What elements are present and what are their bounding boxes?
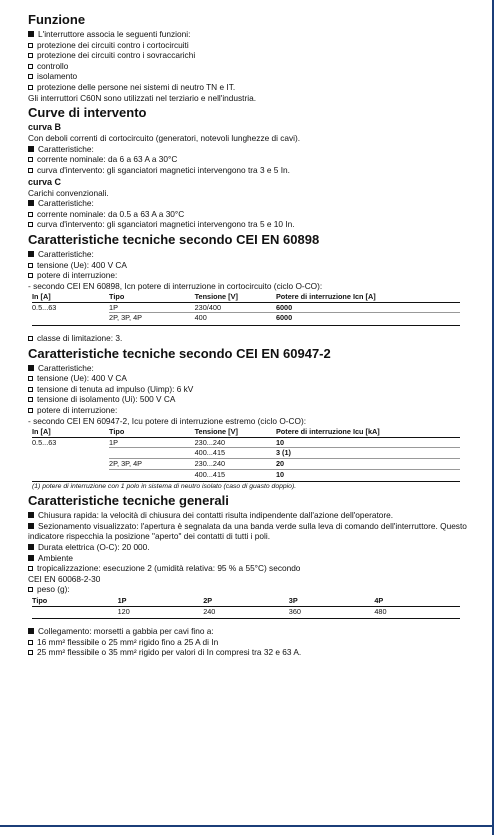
table-cell [32,313,109,323]
column-header: Tipo [32,596,118,606]
hollow-square-bullet-icon [28,64,33,69]
text-line [28,394,468,405]
table-cell: 240 [203,606,216,616]
section-title: Caratteristiche tecniche generali [28,493,229,509]
hollow-square-bullet-icon [28,408,33,413]
text-line [28,133,468,144]
ratings-table [32,292,460,323]
text-line [28,209,468,220]
line-text: Collegamento: morsetti a gabbia per cavi fino a: [38,626,214,637]
table-row [32,459,460,470]
hollow-square-bullet-icon [28,376,33,381]
table-row [32,469,460,479]
line-text: Caratteristiche: [38,362,94,373]
text-line [28,647,468,658]
filled-square-bullet-icon [28,512,34,518]
filled-square-bullet-icon [28,365,34,371]
text-line [28,373,468,384]
hollow-square-bullet-icon [28,397,33,402]
hollow-square-bullet-icon [28,263,33,268]
text-line [28,61,468,72]
table-cell: 480 [374,606,387,616]
table-cell [109,448,195,459]
table-cell: 400...415 [195,448,276,459]
hollow-square-bullet-icon [28,222,33,227]
table-header-row [32,292,460,302]
line-text: Gli interruttori C60N sono utilizzati nel terziario e nell'industria. [28,92,257,103]
line-text: protezione dei circuiti contro i cortocircuiti [37,39,189,50]
table-cell: 3 (1) [276,448,460,459]
page-footer-line [0,825,494,827]
filled-square-bullet-icon [28,523,34,529]
table-cell: 230...240 [194,437,226,447]
table-cell: 0.5...63 [32,438,57,448]
text-line [28,384,468,395]
text-line [28,71,468,82]
table-header-row [32,427,460,437]
hollow-square-bullet-icon [28,212,33,217]
line-text: protezione delle persone nei sistemi di neutro TN e IT. [37,81,236,92]
hollow-square-bullet-icon [28,587,33,592]
text-line [28,82,468,93]
line-text: L'interruttore associa le seguenti funzioni: [38,29,191,39]
line-text: protezione dei circuiti contro i sovraccarichi [37,50,196,61]
text-line [28,574,468,585]
table-cell: 6000 [275,302,293,312]
hollow-square-bullet-icon [28,85,33,90]
line-text: corrente nominale: da 0.5 a 63 A a 30°C [37,208,185,219]
table-cell: 6000 [276,313,460,323]
line-text: Sezionamento visualizzato: l'apertura è segnalata da una banda verde sulla leva di comando dell'interruttore. Questo indicatore rispecchia la posizione "aperto" dei contatti di tutti i poli. [28,520,467,542]
ratings-table [32,427,460,479]
section-title: Caratteristiche tecniche secondo CEI EN 60898 [28,231,320,247]
column-header: In [A] [32,292,109,302]
line-text: CEI EN 60068-2-30 [28,573,101,584]
text-line [28,198,468,209]
table-cell [32,459,109,470]
text-line [28,270,468,281]
line-text: Durata elettrica (O-C): 20 000. [38,541,150,552]
document-content [28,10,468,658]
line-text: controllo [37,60,69,71]
table-row [32,606,460,616]
section-title: Curve di intervento [28,105,147,121]
line-text: Con deboli correnti di cortocircuito (generatori, notevoli lunghezze di cavi). [28,133,301,144]
column-header: 4P [374,596,460,606]
filled-square-bullet-icon [28,544,34,550]
line-text: Caratteristiche: [38,198,94,209]
text-line [28,219,468,230]
hollow-square-bullet-icon [28,43,33,48]
line-text: Ambiente [38,552,74,563]
hollow-square-bullet-icon [28,168,33,173]
text-line [28,154,468,165]
hollow-square-bullet-icon [28,650,33,655]
line-text: tensione (Ue): 400 V CA [37,259,127,270]
text-line [28,405,468,416]
line-text: Carichi convenzionali. [28,187,109,198]
table-cell: 10 [276,469,460,479]
table-cell: 400 [195,313,276,323]
hollow-square-bullet-icon [28,566,33,571]
line-text: tropicalizzazione: esecuzione 2 (umidità relativa: 95 % a 55°C) secondo [37,563,301,574]
section-title: Funzione [28,12,86,27]
table-cell: 230/400 [194,302,222,312]
text-line [28,521,468,542]
table-footnote: (1) potere di interruzione con 1 polo in sistema di neutro isolato (caso di guasto doppio). [32,481,460,491]
line-text: corrente nominale: da 6 a 63 A a 30°C [37,154,178,165]
hollow-square-bullet-icon [28,53,33,58]
text-line [28,510,468,521]
text-line [28,40,468,51]
table-cell: 2P, 3P, 4P [109,459,195,470]
line-text: Chiusura rapida: la velocità di chiusura dei contatti risulta indipendente dall'azione dell'operatore. [38,510,394,521]
table-cell: 360 [288,606,301,616]
table-row [32,313,460,323]
line-text: tensione (Ue): 400 V CA [37,373,127,384]
table-cell: 20 [276,459,460,470]
text-line [28,29,468,40]
text-line [28,249,468,260]
column-header: 2P [203,596,289,606]
table-cell [32,606,118,616]
column-header: Tipo [109,427,195,437]
table-cell [109,469,195,479]
text-line [28,563,468,574]
filled-square-bullet-icon [28,146,34,152]
column-header: Tipo [109,292,195,302]
table-cell: 1P [109,437,118,447]
table-cell: 230...240 [195,459,276,470]
text-line [28,144,468,155]
column-header: Tensione [V] [195,292,276,302]
text-line [28,93,468,104]
line-text: 16 mm² flessibile o 25 mm² rigido fino a 25 A di In [37,636,219,647]
text-line [28,188,468,199]
line-text: potere di interruzione: [37,270,118,281]
text-line [28,333,468,344]
line-text: peso (g): [37,584,70,595]
column-header: 1P [118,596,204,606]
line-text: Caratteristiche: [38,143,94,154]
table-cell: 120 [117,606,130,616]
filled-square-bullet-icon [28,251,34,257]
table-cell [32,469,109,479]
column-header: Potere di interruzione Icu [kA] [276,427,460,437]
hollow-square-bullet-icon [28,336,33,341]
text-line [28,553,468,564]
section-title: Caratteristiche tecniche secondo CEI EN 60947-2 [28,345,331,361]
table-cell: 1P [109,302,118,312]
text-line [28,165,468,176]
line-text: tensione di isolamento (Ui): 500 V CA [37,394,176,405]
table-header-row [32,596,460,606]
text-line [28,281,468,292]
column-header: In [A] [32,427,109,437]
line-text: - secondo CEI EN 60947-2, Icu potere di interruzione estremo (ciclo O-CO): [28,415,307,426]
hollow-square-bullet-icon [28,273,33,278]
filled-square-bullet-icon [28,628,34,634]
column-header: 3P [289,596,375,606]
line-text: curva d'intervento: gli sganciatori magnetici intervengono tra 3 e 5 In. [37,164,290,175]
table-cell: 2P, 3P, 4P [109,313,195,323]
text-line [28,260,468,271]
table-cell [32,448,109,459]
filled-square-bullet-icon [28,200,34,206]
table-cell: 400...415 [195,469,276,479]
line-text: curva d'intervento: gli sganciatori magnetici intervengono tra 5 e 10 In. [37,219,295,230]
line-text: Caratteristiche: [38,248,94,259]
subsection-title: curva B [28,122,62,133]
weight-table [32,596,460,616]
hollow-square-bullet-icon [28,387,33,392]
filled-square-bullet-icon [28,31,34,37]
filled-square-bullet-icon [28,555,34,561]
line-text: potere di interruzione: [37,405,118,416]
column-header: Potere di interruzione Icn [A] [276,292,460,302]
table-row [32,437,460,448]
line-text: classe di limitazione: 3. [37,333,123,344]
line-text: - secondo CEI EN 60898, Icn potere di interruzione in cortocircuito (ciclo O-CO): [28,280,323,291]
table-row [32,448,460,459]
hollow-square-bullet-icon [28,74,33,79]
text-line [28,542,468,553]
hollow-square-bullet-icon [28,157,33,162]
line-text: 25 mm² flessibile o 35 mm² rigido per valori di In compresi tra 32 e 63 A. [37,647,302,658]
table-cell: 0.5...63 [32,303,57,313]
text-line [28,50,468,61]
text-line [28,416,468,427]
text-line [28,363,468,374]
line-text: isolamento [37,71,78,82]
table-cell: 10 [275,437,285,447]
subsection-title: curva C [28,176,62,187]
table-row [32,302,460,313]
hollow-square-bullet-icon [28,640,33,645]
text-line [28,637,468,648]
column-header: Tensione [V] [195,427,276,437]
line-text: tensione di tenuta ad impulso (Uimp): 6 kV [37,383,194,394]
text-line [28,626,468,637]
text-line [28,584,468,595]
